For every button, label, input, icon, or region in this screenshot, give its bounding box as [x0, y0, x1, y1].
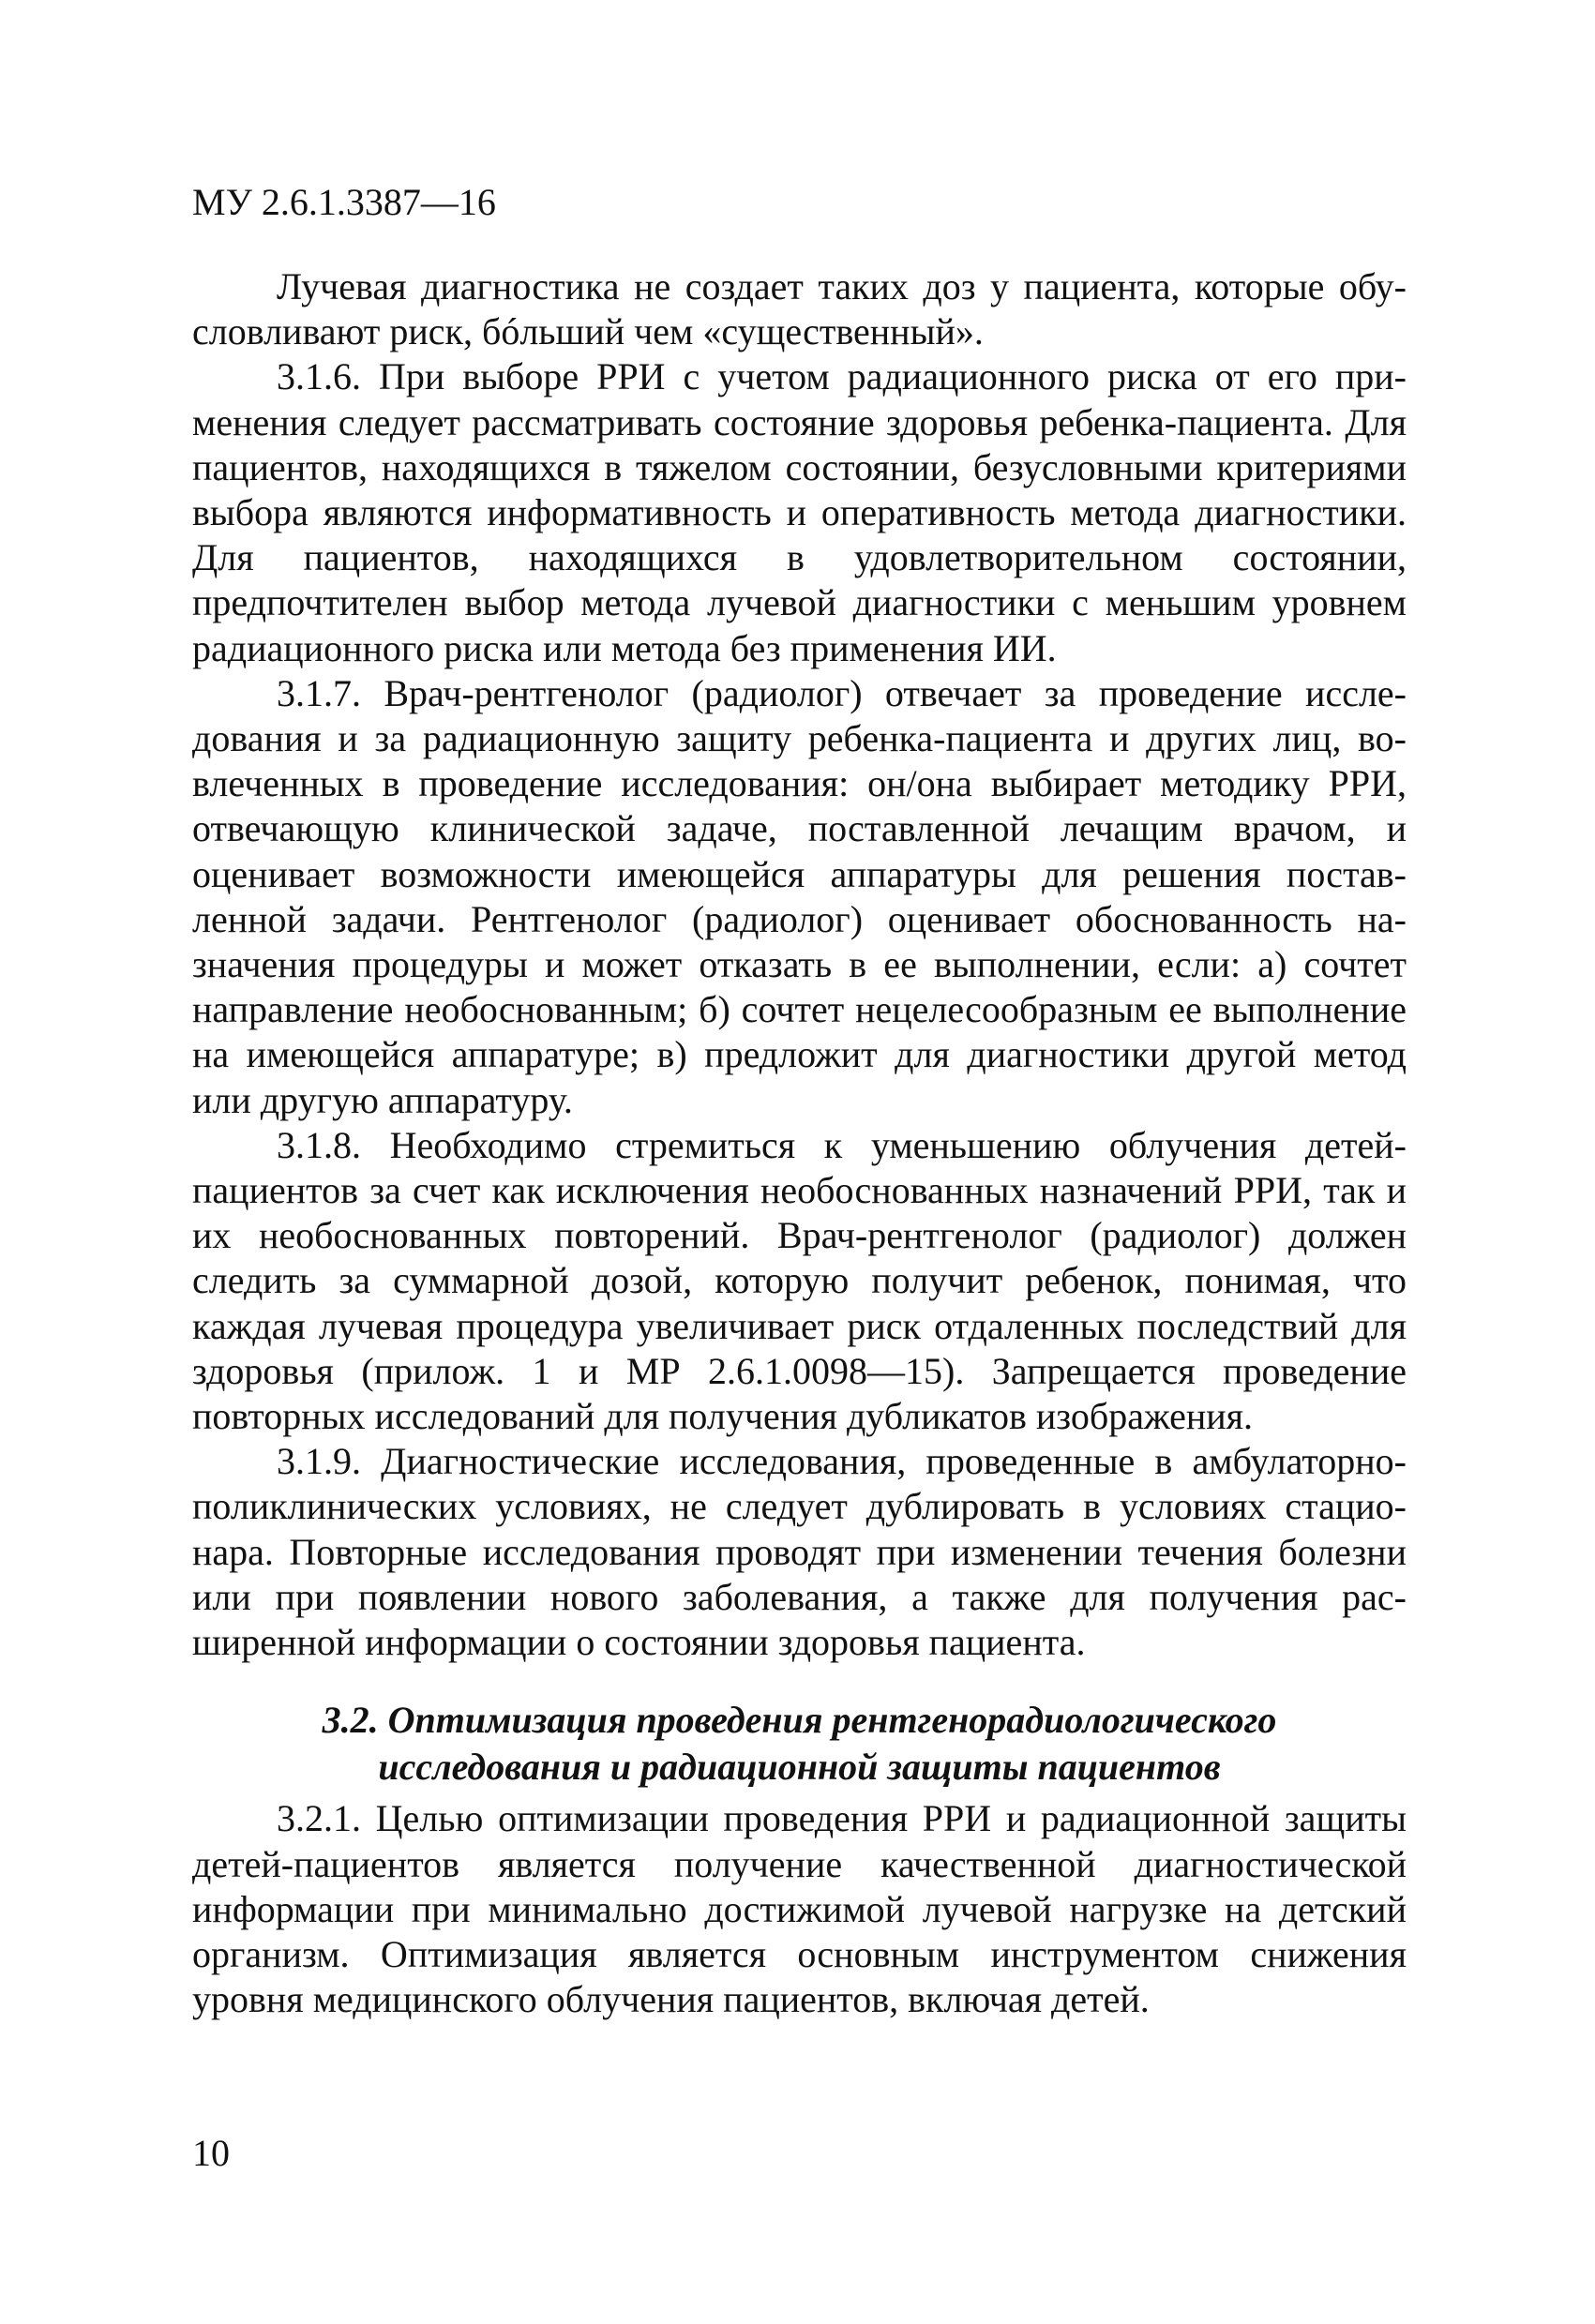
paragraph-intro: Лучевая диагностика не создает таких доз у пациента, которые обусловливают риск, бóльший чем «существенный». — [192, 265, 1407, 353]
page-number: 10 — [192, 2132, 230, 2174]
section-heading-line-2: исследования и радиационной защиты пациентов — [378, 1746, 1221, 1789]
paragraph-3-2-1: 3.2.1. Целью оптимизации проведения РРИ и радиационной защиты детей-пациентов является получение качественной диагностической информации при минимально достижимой лучевой нагрузке на детский организм. Оптимизация является основным инструментом снижения уровня медицинского облучения пациентов, включая детей. — [192, 1797, 1407, 2021]
document-code-header: МУ 2.6.1.3387—16 — [192, 181, 496, 223]
paragraph-3-1-8: 3.1.8. Необходимо стремиться к уменьшению облучения детей-пациентов за счет как исключения необоснованных назначений РРИ, так и их необоснованных повторений. Врач-рентгенолог (радиолог) должен следить за суммарной дозой, которую получит ребенок, понимая, что каждая лучевая процедура увеличивает риск отдаленных последствий для здоровья (прилож. 1 и МР 2.6.1.0098—15). Запрещается проведение повторных исследований для получения дубликатов изображения. — [192, 1123, 1407, 1438]
document-body — [192, 264, 1407, 2022]
paragraph-3-1-6: 3.1.6. При выборе РРИ с учетом радиационного риска от его применения следует рассматривать состояние здоровья ребенка-пациента. Для пациентов, находящихся в тяжелом состоянии, безусловными критериями выбора являются информативность и оперативность метода диагностики. Для пациентов, находящихся в удовлетворительном состоянии, предпочтителен выбор метода лучевой диагностики с меньшим уровнем радиационного риска или метода без применения ИИ. — [192, 355, 1407, 669]
section-heading-3-2 — [192, 1697, 1407, 1791]
section-heading-line-1: 3.2. Оптимизация проведения рентгенорадиологического — [322, 1699, 1277, 1742]
paragraph-3-1-9: 3.1.9. Диагностические исследования, проведенные в амбулаторно-поликлинических условиях, не следует дублировать в условиях стационара. Повторные исследования проводят при изменении течения болезни или при появлении нового заболевания, а также для получения расширенной информации о состоянии здоровья пациента. — [192, 1440, 1407, 1664]
paragraph-3-1-7: 3.1.7. Врач-рентгенолог (радиолог) отвечает за проведение исследования и за радиационную защиту ребенка-пациента и других лиц, вовлеченных в проведение исследования: он/она выбирает методику РРИ, отвечающую клинической задаче, поставленной лечащим врачом, и оценивает возможности имеющейся аппаратуры для решения поставленной задачи. Рентгенолог (радиолог) оценивает обоснованность назначения процедуры и может отказать в ее выполнении, если: а) сочтет направление необоснованным; б) сочтет нецелесообразным ее выполнение на имеющейся аппаратуре; в) предложит для диагностики другой метод или другую аппаратуру. — [192, 671, 1407, 1121]
